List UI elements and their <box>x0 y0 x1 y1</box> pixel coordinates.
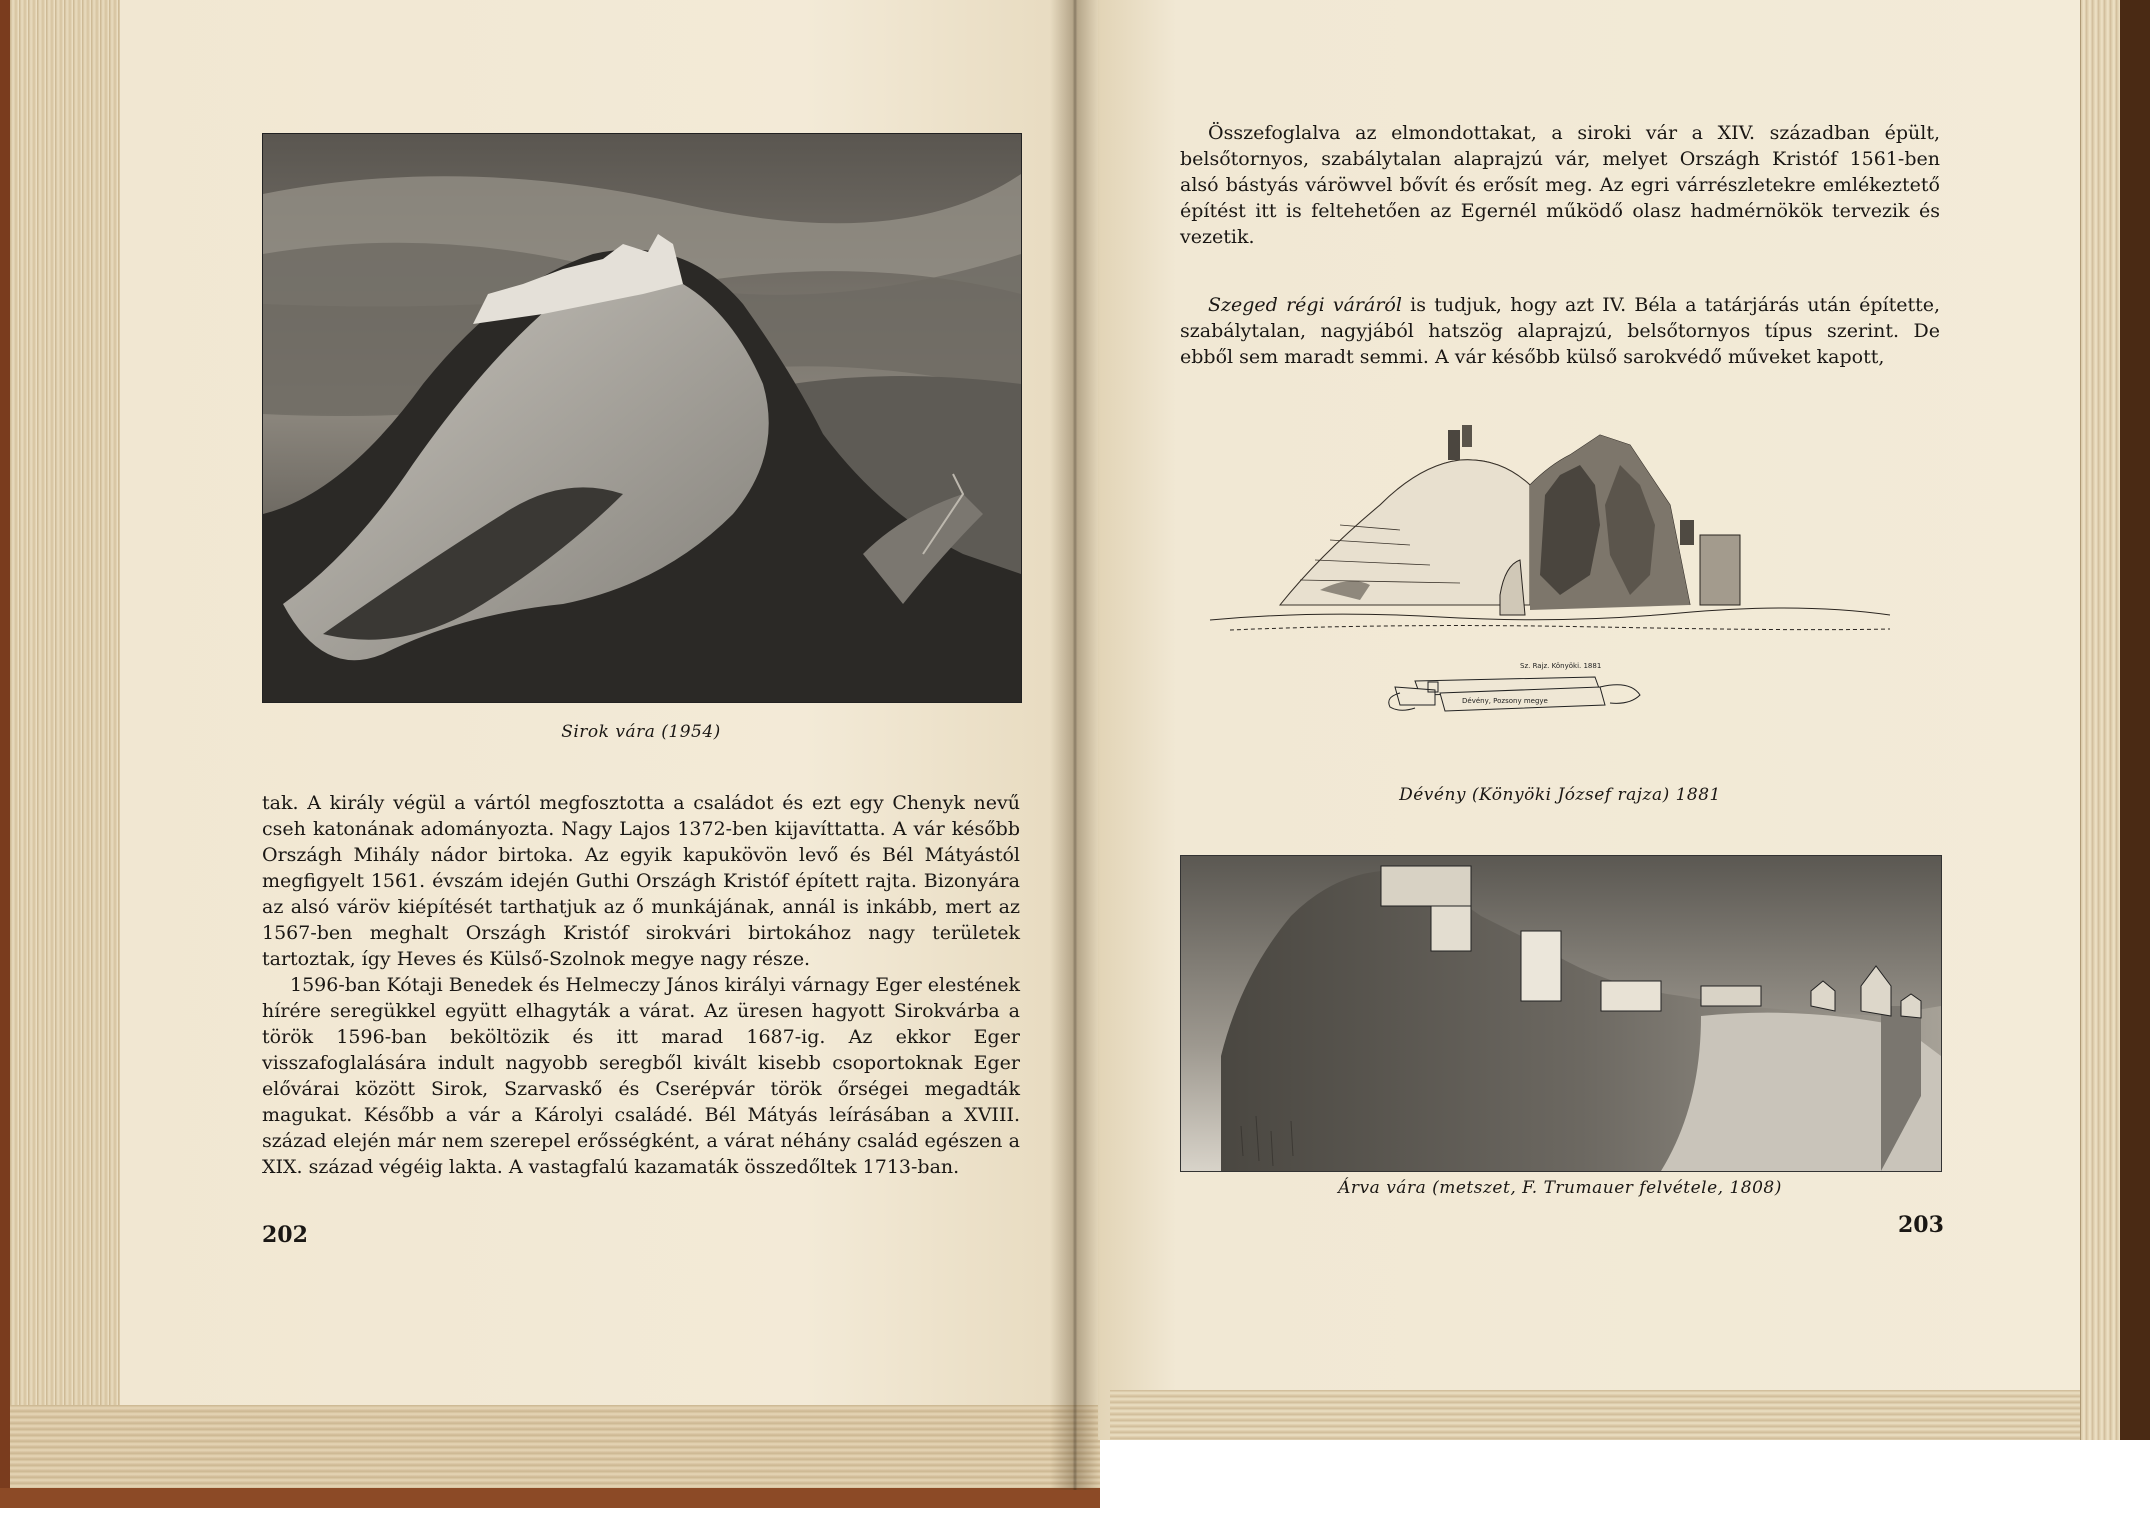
szeged-rest: is tudjuk, hogy azt IV. Béla a tatárjárás után építette, szabálytalan, nagyjából hatszög alaprajzú, belsőtornyos típus szerint. De ebből sem maradt semmi. A vár később külső sarokvédő műveket kapott, <box>1180 294 1941 368</box>
left-page-number: 202 <box>262 1222 308 1248</box>
left-paragraph-1: tak. A király végül a vártól megfosztotta a családot és ezt egy Chenyk nevű cseh katonának adományozta. Nagy Lajos 1372-ben kijavíttatta. A vár később Országh Mihály nádor birtoka. Az egyik kapukövön levő és Bél Mátyástól megfigyelt 1561. évszám idején Guthi Országh Kristóf épített rajta. Bizonyára az alsó váröv kiépítését tarthatjuk az ő munkájának, annál is inkább, mert az 1567-ben meghalt Országh Kristóf sirokvári birtokához nagy területek tartoztak, így Heves és Külső-Szolnok megye nagy része. <box>262 792 1020 970</box>
left-paragraph-2: 1596-ban Kótaji Benedek és Helmeczy János királyi várnagy Eger elestének hírére seregükkel együtt elhagyták a várat. Az üresen hagyott Sirokvárba a török 1596-ban beköltözik és itt marad 1687-ig. Az ekkor Eger visszafoglalására indult nagyobb seregből kivált kisebb csoportoknak Eger elővárai között Sirok, Szarvaskő és Cserépvár török őrségei megadták magukat. Később a vár a Károlyi családé. Bél Mátyás leírásában a XVIII. század elején már nem szerepel erősségként, a várat néhány család egészen a XIX. század végéig lakta. A vastagfalú kazamaták összedőltek 1713-ban. <box>262 974 1020 1178</box>
left-page-text <box>262 790 1020 1180</box>
szeged-italic: Szeged régi váráról <box>1208 294 1402 316</box>
right-page-text-top <box>1180 120 1940 250</box>
right-page-text-szeged <box>1180 292 1940 370</box>
deveny-drawing <box>1200 405 1900 765</box>
arva-caption: Árva vára (metszet, F. Trumauer felvétele, 1808) <box>1338 1178 1782 1198</box>
arva-castle-engraving <box>1180 855 1942 1172</box>
book-cover-right <box>2120 0 2150 1440</box>
right-page-number: 203 <box>1898 1212 1944 1238</box>
page-edges-bottom-right <box>1110 1390 2110 1440</box>
sirok-photo-caption: Sirok vára (1954) <box>561 722 721 742</box>
page-edges-left <box>10 0 123 1486</box>
right-paragraph-2 <box>1180 292 1940 370</box>
sirok-castle-photo <box>262 133 1022 703</box>
page-edges-bottom-left <box>10 1405 1100 1490</box>
right-paragraph-1: Összefoglalva az elmondottakat, a siroki vár a XIV. században épült, belsőtornyos, szabálytalan alaprajzú vár, melyet Országh Kristóf 1561-ben alsó bástyás váröwvel bővít és erősít meg. Az egri várrészletekre emlékeztető építést itt is feltehetően az Egernél működő olasz hadmérnökök tervezik és vezetik. <box>1180 122 1940 248</box>
scroll-label-text: Dévény, Pozsony megye <box>1462 697 1548 705</box>
scroll-top-text: Sz. Rajz. Könyöki. 1881 <box>1520 662 1602 670</box>
book-spine-gutter <box>1050 0 1100 1490</box>
deveny-caption: Dévény (Könyöki József rajza) 1881 <box>1399 785 1721 805</box>
book-cover-bottom <box>0 1488 1100 1508</box>
